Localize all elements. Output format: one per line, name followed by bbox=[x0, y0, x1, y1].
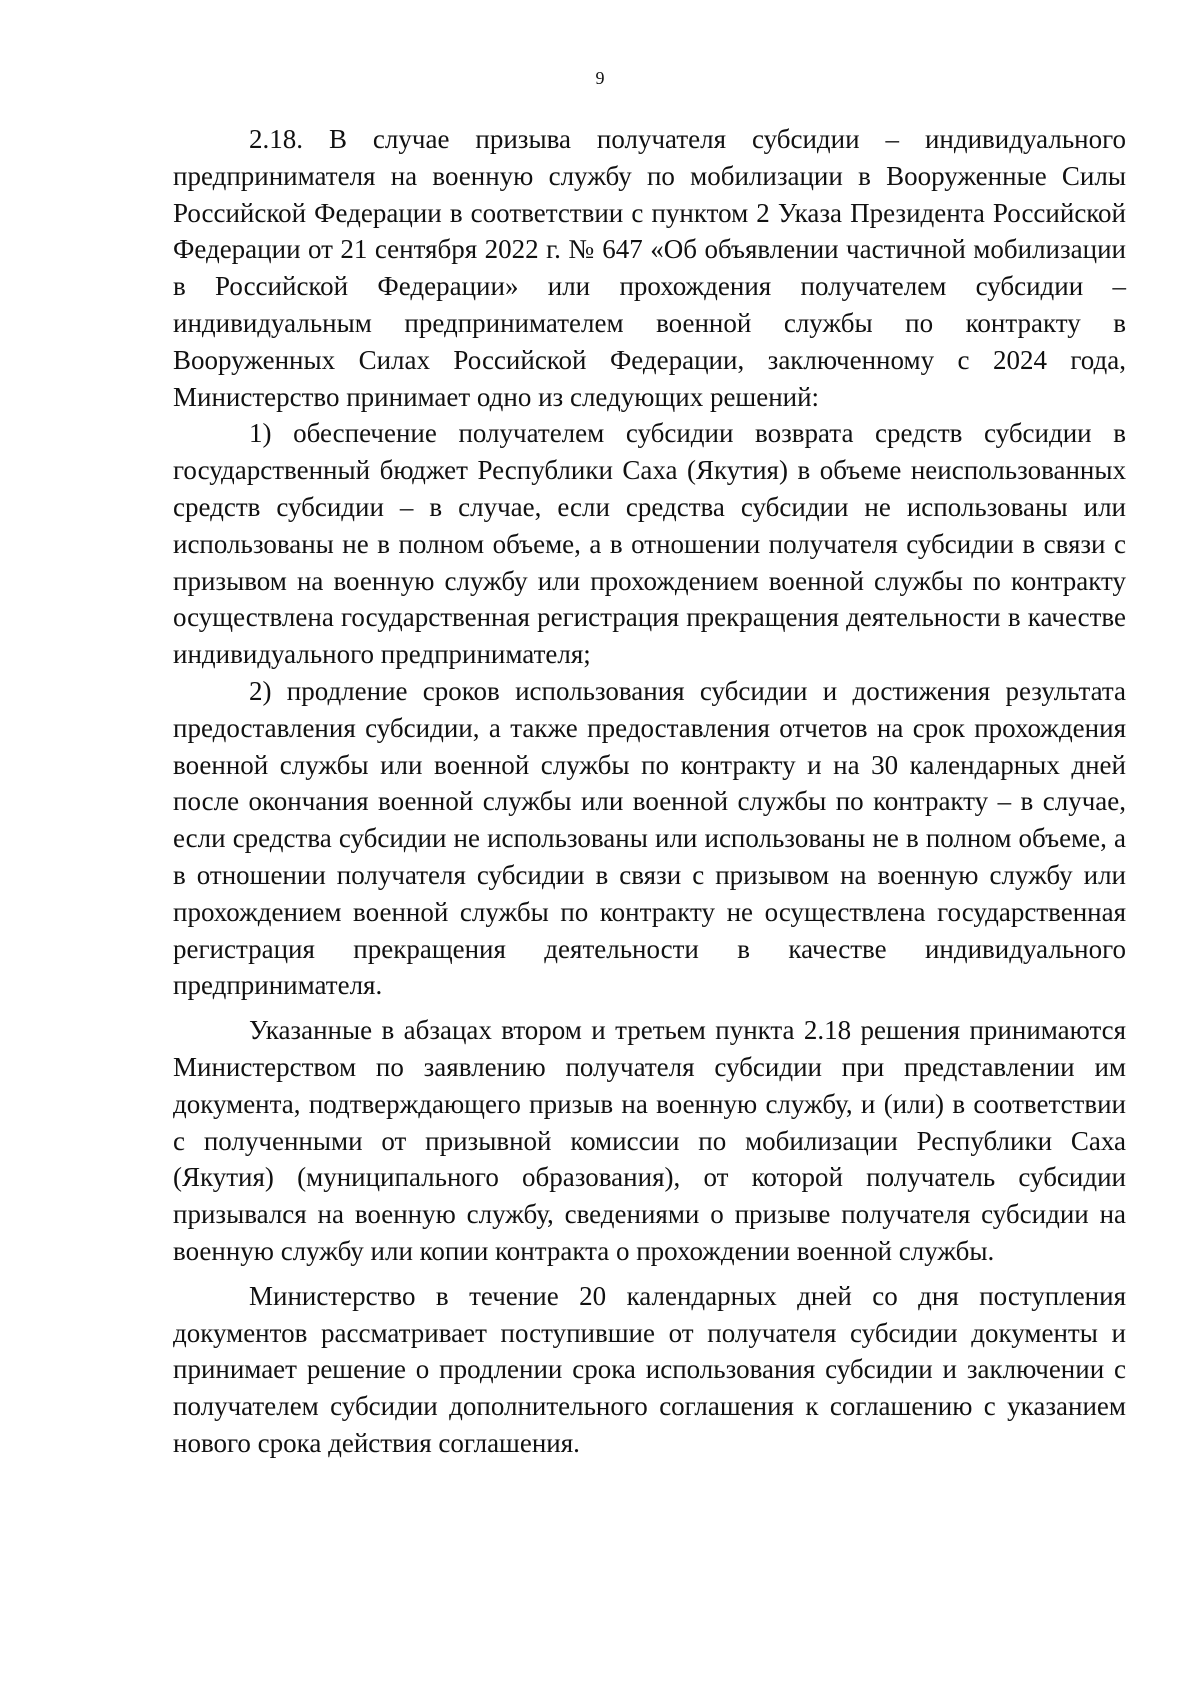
paragraph-ministry-review: Министерство в течение 20 календарных дней со дня поступления документов рассматривает поступившие от получателя субсидии документы и принимает решение о продлении срока использования субсидии и заключении с получателем субсидии дополнительного соглашения к соглашению с указанием нового срока действия соглашения. bbox=[173, 1280, 1126, 1458]
paragraph-2-18-intro: 2.18. В случае призыва получателя субсидии – индивидуального предпринимателя на военную службу по мобилизации в Вооруженные Силы Российской Федерации в соответствии с пунктом 2 Указа Президента Российской Федерации от 21 сентября 2022 г. № 647 «Об объявлении частичной мобилизации в Российской Федерации» или прохождения получателем субсидии – индивидуальным предпринимателем военной службы по контракту в Вооруженных Силах Российской Федерации, заключенному с 2024 года, Министерство принимает одно из следующих решений: bbox=[173, 124, 1126, 412]
page-number: 9 bbox=[595, 68, 605, 88]
paragraph-item-1: 1) обеспечение получателем субсидии возврата средств субсидии в государственный бюджет Республики Саха (Якутия) в объеме неиспользованных средств субсидии – в случае, если средства субсидии не использованы или использованы не в полном объеме, а в отношении получателя субсидии в связи с призывом на военную службу или прохождением военной службы по контракту осуществлена государственная регистрация прекращения деятельности в качестве индивидуального предпринимателя; bbox=[173, 418, 1126, 670]
paragraph-decisions-basis: Указанные в абзацах втором и третьем пункта 2.18 решения принимаются Министерством по заявлению получателя субсидии при представлении им документа, подтверждающего призыв на военную службу, и (или) в соответствии с полученными от призывной комиссии по мобилизации Республики Саха (Якутия) (муниципального образования), от которой получатель субсидии призывался на военную службу, сведениями о призыве получателя субсидии на военную службу или копии контракта о прохождении военной службы. bbox=[173, 1015, 1126, 1266]
document-body bbox=[173, 121, 1126, 1462]
paragraph-item-2: 2) продление сроков использования субсидии и достижения результата предоставления субсидии, а также предоставления отчетов на срок прохождения военной службы или военной службы по контракту и на 30 календарных дней после окончания военной службы или военной службы по контракту – в случае, если средства субсидии не использованы или использованы не в полном объеме, а в отношении получателя субсидии в связи с призывом на военную службу или прохождением военной службы по контракту не осуществлена государственная регистрация прекращения деятельности в качестве индивидуального предпринимателя. bbox=[173, 675, 1126, 1001]
